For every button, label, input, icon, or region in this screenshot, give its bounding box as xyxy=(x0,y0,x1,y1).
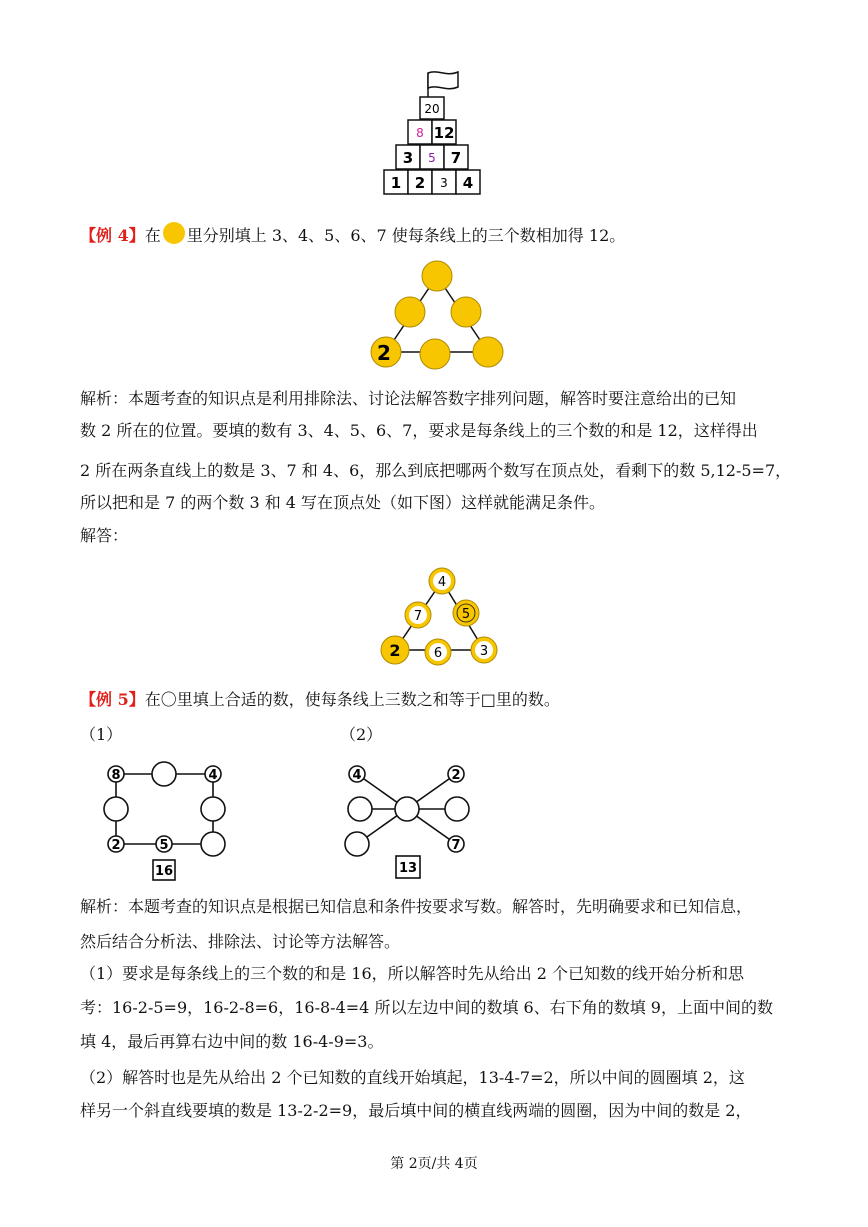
pyramid-row3-c: 7 xyxy=(450,149,462,167)
example4-given-number: 2 xyxy=(377,341,391,365)
example4-heading xyxy=(80,222,800,248)
fig1-bottom-mid: 5 xyxy=(159,838,169,853)
example4-analysis-line: 所以把和是 7 的两个数 3 和 4 写在顶点处（如下图）这样就能满足条件。 xyxy=(80,493,606,512)
example5-analysis-line: 解析：本题考查的知识点是根据已知信息和条件按要求写数。解答时，先明确要求和已知信息， xyxy=(80,897,753,916)
example4-analysis-line: 解析：本题考查的知识点是利用排除法、讨论法解答数字排列问题，解答时要注意给出的已知 xyxy=(80,389,737,408)
pyramid-row2-right: 12 xyxy=(433,124,455,142)
example4-answer-figure xyxy=(378,564,500,670)
fig2-bottom-right: 7 xyxy=(451,838,461,853)
pyramid-row4-c: 3 xyxy=(440,176,448,190)
answer-left-mid: 7 xyxy=(413,609,423,624)
pyramid-row3-a: 3 xyxy=(402,149,414,167)
example5-analysis-line: 样另一个斜直线要填的数是 13-2-2=9，最后填中间的横直线两端的圆圈，因为中间的数是 2， xyxy=(80,1101,752,1120)
fig2-top-left: 4 xyxy=(352,768,362,783)
answer-right-mid: 5 xyxy=(461,607,471,622)
fig2-top-right: 2 xyxy=(451,768,461,783)
example5-tag: 【例 5】 xyxy=(80,690,145,709)
example5-analysis-line: 考：16-2-5=9，16-2-8=6，16-8-4=4 所以左边中间的数填 6、右下角的数填 9，上面中间的数 xyxy=(80,998,773,1017)
example4-analysis-line: 2 所在两条直线上的数是 3、7 和 4、6，那么到底把哪两个数写在顶点处，看剩下的数 5,12-5=7， xyxy=(80,461,792,480)
fig2-box: 13 xyxy=(398,861,418,876)
example5-analysis-line: 填 4，最后再算右边中间的数 16-4-9=3。 xyxy=(80,1032,384,1051)
pyramid-row2-left: 8 xyxy=(416,126,424,140)
answer-bottom-mid: 6 xyxy=(433,646,443,661)
example4-text-before: 在 xyxy=(144,226,161,245)
example5-analysis-line: 然后结合分析法、排除法、讨论等方法解答。 xyxy=(80,932,401,951)
pyramid-row3-b: 5 xyxy=(428,151,436,165)
fig1-bottom-left: 2 xyxy=(111,838,121,853)
example4-analysis-line: 数 2 所在的位置。要填的数有 3、4、5、6、7，要求是每条线上的三个数的和是 12，这样得出 xyxy=(80,421,758,440)
example4-text-after: 里分别填上 3、4、5、6、7 使每条线上的三个数相加得 12。 xyxy=(186,226,626,245)
example4-tag: 【例 4】 xyxy=(80,226,145,245)
fig1-top-left: 8 xyxy=(111,768,121,783)
answer-top: 4 xyxy=(437,575,447,590)
page-footer: 第 2页/共 4页 xyxy=(390,1156,478,1172)
example4-triangle-figure xyxy=(364,256,506,372)
pyramid-row4-b: 2 xyxy=(414,174,426,192)
pyramid-row4-a: 1 xyxy=(390,174,402,192)
fig1-top-right: 4 xyxy=(208,768,218,783)
answer-bottom-right: 3 xyxy=(479,644,489,659)
example5-figure-1 xyxy=(100,758,230,886)
example5-heading xyxy=(80,688,800,712)
fig1-box: 16 xyxy=(154,864,174,879)
answer-bottom-left: 2 xyxy=(389,641,401,660)
example5-analysis-line: （1）要求是每条线上的三个数的和是 16，所以解答时先从给出 2 个已知数的线开始分析和思 xyxy=(80,964,744,983)
example5-figure-2 xyxy=(336,758,476,886)
pyramid-figure xyxy=(380,65,495,195)
pyramid-top-value: 20 xyxy=(424,102,440,116)
example4-answer-label: 解答： xyxy=(80,526,129,545)
example5-label-2: （2） xyxy=(340,725,383,744)
example5-label-1: （1） xyxy=(80,725,123,744)
example5-analysis-line: （2）解答时也是先从给出 2 个已知数的直线开始填起，13-4-7=2，所以中间的圆圈填 2，这 xyxy=(80,1068,745,1087)
circle-icon xyxy=(163,222,185,244)
example5-text: 在〇里填上合适的数，使每条线上三数之和等于□里的数。 xyxy=(144,690,560,709)
pyramid-row4-d: 4 xyxy=(462,174,474,192)
